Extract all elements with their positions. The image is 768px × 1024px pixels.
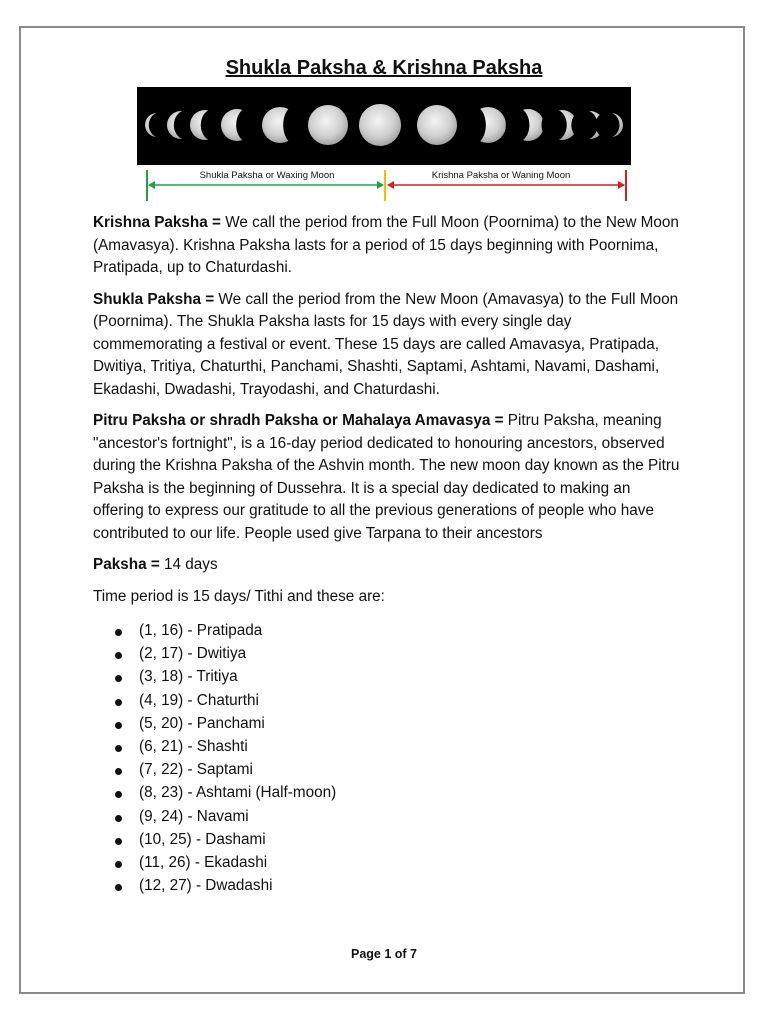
waning-arrowhead-left [387, 181, 394, 189]
moon-phase-4 [221, 108, 259, 142]
bullet-icon [115, 768, 122, 775]
moon-phase-13 [595, 112, 623, 138]
bullet-icon [115, 745, 122, 752]
list-item: (9, 24) - Navami [93, 806, 683, 829]
term-paksha: Paksha = [93, 556, 160, 573]
paragraph-time-period [93, 586, 683, 609]
bullet-icon [115, 722, 122, 729]
moon-phase-7 [359, 104, 401, 146]
bullet-icon [115, 791, 122, 798]
term-shukla-paksha: Shukla Paksha = [93, 290, 215, 308]
moon-phase-6 [308, 105, 348, 145]
term-pitru-paksha: Pitru Paksha or shradh Paksha or Mahalaya Amavasya = [93, 412, 504, 429]
waning-label: Krishna Paksha or Waning Moon [431, 170, 571, 181]
moon-phases-image [137, 87, 631, 165]
time-period-text: Time period is 15 days/ Tithi and these are: [93, 587, 385, 605]
bullet-icon [115, 838, 122, 845]
bullet-icon [115, 884, 122, 891]
paragraph-paksha [93, 554, 683, 577]
term-krishna-paksha: Krishna Paksha = [93, 214, 221, 231]
list-item: (10, 25) - Dashami [93, 829, 683, 852]
bullet-icon [115, 675, 122, 682]
paragraph-krishna-paksha [93, 212, 683, 280]
page-title: Shukla Paksha & Krishna Paksha [225, 57, 543, 80]
bullet-icon [115, 629, 122, 636]
paragraph-pitru-paksha [93, 410, 683, 545]
list-item: (4, 19) - Chaturthi [93, 690, 683, 713]
paragraph-shukla-paksha [93, 289, 683, 402]
bullet-icon [115, 815, 122, 822]
list-item: (2, 17) - Dwitiya [93, 643, 683, 666]
list-item: (3, 18) - Tritiya [93, 666, 683, 689]
list-item: (1, 16) - Pratipada [93, 620, 683, 643]
definition-pitru-paksha: Pitru Paksha, meaning "ancestor's fortnight", is a 16-day period dedicated to honouring ancestors, observed during the Krishna Paksha of the Ashvin month. The new moon day known as the Pitru Paksha is the beginning of Dussehra. It is a special day dedicated to making an offering to express our gratitude to all the previous generations of people who have contributed to our life. People used give Tarpana to their ancestors [93, 412, 680, 542]
waxing-arrowhead-right [377, 181, 384, 189]
moon-phase-8 [417, 105, 457, 145]
definition-krishna-paksha: We call the period from the Full Moon (Poornima) to the New Moon (Amavasya). Krishna Paksha lasts for a period of 15 days beginning with Poornima, Pratipada, up to Chaturdashi. [93, 214, 679, 276]
list-item: (6, 21) - Shashti [93, 736, 683, 759]
definition-shukla-paksha: We call the period from the New Moon (Amavasya) to the Full Moon (Poornima). The Shukla Paksha lasts for 15 days with every single day commemorating a festival or event. These 15 days are called Amavasya, Pratipada, Dwitiya, Tritiya, Chaturthi, Panchami, Shashti, Saptami, Ashtami, Navami, Dashami, Ekadashi, Dwadashi, Trayodashi, and Chaturdashi. [93, 290, 679, 398]
bullet-icon [115, 652, 122, 659]
list-item: (5, 20) - Panchami [93, 713, 683, 736]
list-item: (8, 23) - Ashtami (Half-moon) [93, 782, 683, 805]
list-item: (7, 22) - Saptami [93, 759, 683, 782]
list-item: (11, 26) - Ekadashi [93, 852, 683, 875]
main-content [93, 212, 683, 898]
paksha-arrow-diagram [137, 165, 631, 205]
moon-phase-10 [506, 108, 544, 142]
moon-phase-5 [262, 106, 306, 144]
moon-phase-9 [462, 106, 506, 144]
bullet-icon [115, 699, 122, 706]
bullet-icon [115, 861, 122, 868]
moon-phase-3 [190, 109, 226, 141]
waxing-label: Shukla Paksha or Waxing Moon [199, 170, 335, 181]
waxing-arrowhead-left [148, 181, 155, 189]
page-number: Page 1 of 7 [351, 947, 417, 961]
definition-paksha: 14 days [159, 556, 218, 573]
waning-arrowhead-right [618, 181, 625, 189]
tithi-list [93, 620, 683, 898]
list-item: (12, 27) - Dwadashi [93, 875, 683, 898]
